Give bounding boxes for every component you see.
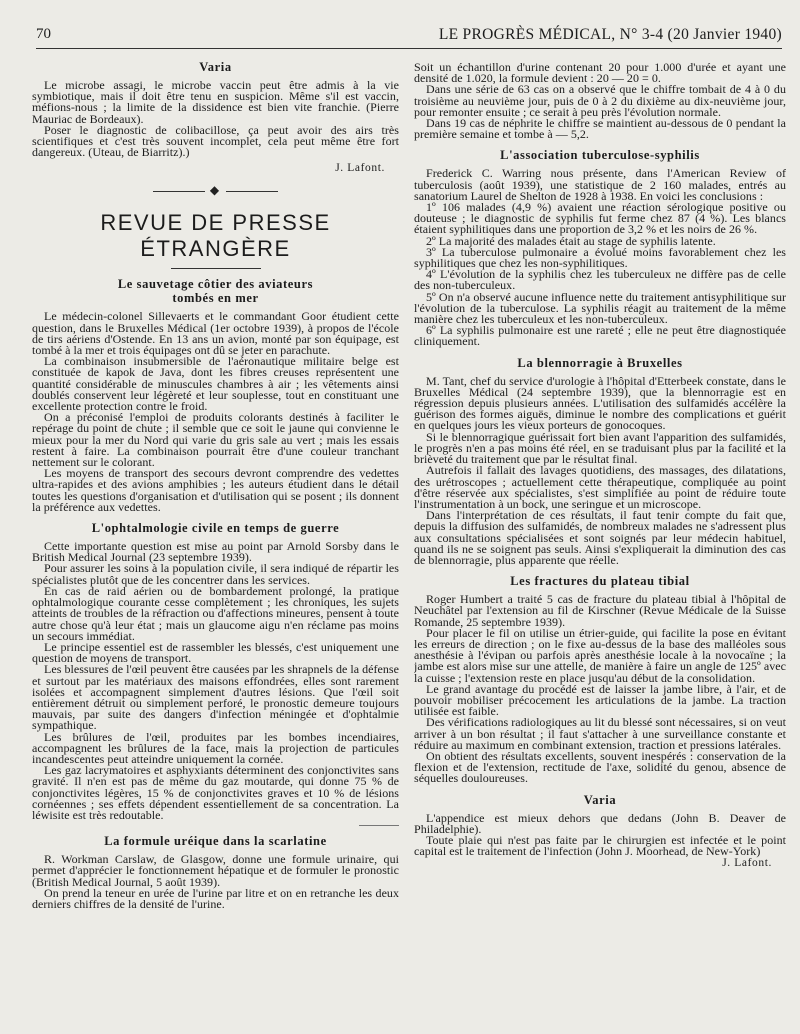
article-paragraph: 1º 106 malades (4,9 %) avaient une réaction sérologique positive ou douteuse ; le diagnostic de syphilis fut ferme chez 87 (4 %). Les blancs étaient syphilitiques dans une proportion de 3,2 % et les noirs de 26 %.	[414, 200, 786, 237]
varia-paragraph: Toute plaie qui n'est pas faite par le chirurgien est infectée et le point capital est le traitement de l'infection (John J. Moorhead, de New-York)	[414, 832, 786, 859]
article-paragraph: 4º L'évolution de la syphilis chez les tuberculeux ne diffère pas de celle des non-tuberculeux.	[414, 267, 786, 293]
article-paragraph: Les brûlures de l'œil, produites par les bombes incendiaires, accompagnent les brûlures de la face, mais la projection de particules incandescentes peut atteindre uniquement la cornée.	[32, 729, 399, 766]
varia-heading: Varia	[583, 792, 617, 807]
varia-signature: J. Lafont.	[722, 857, 772, 870]
article-paragraph: Cette importante question est mise au point par Arnold Sorsby dans le British Medical Journal (23 septembre 1939).	[32, 539, 399, 565]
article-paragraph: M. Tant, chef du service d'urologie à l'hôpital d'Etterbeek constate, dans le Bruxelles Médical (24 septembre 1939), que la blennorragie est en régression depuis plusieurs années. L'utilisation des sulfamidés accélère la guérison des formes aiguës, diminue le nombre des complications et guérit en quelques jours les vieux porteurs de gonocoques.	[414, 373, 786, 433]
article-paragraph: Frederick C. Warring nous présente, dans l'American Review of tuberculosis (août 1939), une statistique de 2 160 malades, entrés au sanatorium Laurel de Shelton de 1928 à 1938. En voici les conclusions :	[414, 166, 786, 203]
page-number: 70	[36, 26, 51, 42]
article-paragraph: Soit un échantillon d'urine contenant 20 pour 1.000 d'urée et ayant une densité de 1.020, la formule devient : 20 — 20 = 0.	[414, 62, 786, 86]
article-paragraph: On prend la teneur en urée de l'urine par litre et on en retranche les deux derniers chiffres de la densité de l'urine.	[32, 885, 399, 911]
article-paragraph: On obtient des résultats excellents, souvent inespérés : conservation de la flexion et de l'extension, rectitude de l'axe, solidité du genou, absence de séquelles douloureuses.	[414, 748, 786, 786]
article-heading: La formule uréique dans la scarlatine	[104, 834, 327, 849]
article-paragraph: Le médecin-colonel Sillevaerts et le commandant Goor étudient cette question, dans le Bruxelles Médical (1er octobre 1939), à propos de l'école de tirs aériens d'Ostende. En 13 ans un avion, monté par son équipage, est tombé à la mer et trois équipages ont dû se jeter en parachute.	[32, 309, 399, 358]
varia-heading: Varia	[199, 60, 232, 74]
article-paragraph: En cas de raid aérien ou de bombardement prolongé, la pratique ophtalmologique courante cesse complètement ; les chroniques, les sujets atteints de troubles de la réfraction ou d'affections mineures, pensent à toute autre chose qu'à leur état ; mais un glaucome aigu n'en réclame pas moins un secours immédiat.	[32, 583, 399, 643]
article-paragraph: Les moyens de transport des secours devront comprendre des vedettes ultra-rapides et des avions amphibies ; les auteurs étudient dans le détail toutes les questions d'organisation et d'utilisation qui se posent ; ils donnent la préférence aux vedettes.	[32, 466, 399, 514]
article-paragraph: On a préconisé l'emploi de produits colorants destinés à faciliter le repérage du point de chute ; il semble que ce soit le jaune qui convienne le mieux pour la mer du Nord qui varie du gris sale au vert ; mais les essais restent à faire. La combinaison pourrait être d'une couleur tranchant nettement sur le colorant.	[32, 410, 399, 470]
right-column	[414, 62, 786, 869]
article-paragraph: Pour assurer les soins à la population civile, il sera indiqué de répartir les spécialistes plutôt que de les concentrer dans les services.	[32, 561, 399, 587]
article-paragraph: Autrefois il fallait des lavages quotidiens, des massages, des dilatations, des urétroscopes ; actuellement cette thérapeutique, compliquée au point d'être réservée aux spécialistes, s'est simplifiée au point de réduire toute l'instrumentation à un bock, une seringue et un microscope.	[414, 463, 786, 511]
varia-signature: J. Lafont.	[335, 162, 385, 175]
article-paragraph: Le grand avantage du procédé est de laisser la jambe libre, à l'air, et de pouvoir mobiliser précocement les articulations de la jambe. La traction utilisée est faible.	[414, 681, 786, 719]
left-column	[32, 60, 399, 910]
article-paragraph: Dans une série de 63 cas on a observé que le chiffre tombait de 4 à 0 du troisième au neuvième jour, puis de 0 à 2 du dixième au dix-neuvième jour, pour remonter ensuite ; ce serait à peu près l'évolution normale.	[414, 82, 786, 119]
varia-paragraph: Poser le diagnostic de colibacillose, ça peut avoir des airs très scientifiques et c'est très souvent incomplet, cela peut même être fort dangereux. (Uteau, de Biarritz).)	[32, 122, 399, 160]
article-paragraph: Les blessures de l'œil peuvent être causées par les shrapnels de la défense et surtout par les matériaux des maisons effondrées, elles sont rarement isolées et accompagnent simplement d'autres lésions. Que l'œil soit entièrement détruit ou simplement perforé, le pronostic demeure toujours mauvais, par suite des dangers d'infection méningée et d'ophtalmie sympathique.	[32, 662, 399, 733]
article-paragraph: R. Workman Carslaw, de Glasgow, donne une formule urinaire, qui permet d'apprécier le fonctionnement hépatique et de formuler le pronostic (British Medical Journal, 5 août 1939).	[32, 852, 399, 889]
journal-title: LE PROGRÈS MÉDICAL, N° 3-4 (20 Janvier 1940)	[438, 26, 782, 43]
article-heading: Le sauvetage côtier des aviateurs	[117, 277, 314, 292]
varia-paragraph: Le microbe assagi, le microbe vaccin peut être admis à la vie symbiotique, mais il doit être tenu en suspicion. Même s'il est vaccin, méfions-nous ; la limite de la dissidence est bien vite franchie. (Pierre Mauriac de Bordeaux).	[32, 78, 399, 126]
article-heading: La blennorragie à Bruxelles	[517, 355, 683, 370]
article-paragraph: La combinaison insubmersible de l'aéronautique militaire belge est constituée de kapok de Java, dont les fibres creuses représentent une quantité considérable de minuscules chambres à air ; les vêtements ainsi doublés conservent leur légèreté et leur souplesse, tout en constituant une excellente protection contre le froid.	[32, 354, 399, 414]
article-paragraph: Si le blennorragique guérissait fort bien avant l'apparition des sulfamidés, le progrès n'en a pas moins été réel, en se traduisant plus par la facilité et la brièveté du traitement que par le résultat final.	[414, 429, 786, 467]
article-paragraph: 5º On n'a observé aucune influence nette du traitement antisyphilitique sur l'évolution de la tuberculose. La syphilis réagit au traitement de la même manière chez les tuberculeux et les non-tuberculeux.	[414, 289, 786, 327]
article-heading: L'association tuberculose-syphilis	[500, 148, 700, 163]
ornament-divider: ◆	[32, 184, 399, 196]
article-heading: L'ophtalmologie civile en temps de guerre	[91, 521, 340, 536]
article-paragraph: Pour placer le fil on utilise un étrier-guide, qui facilite la pose en évitant les erreurs de direction ; on le fixe au-dessus de la base des malléoles sous anesthésie à l'évipan ou parfois après anesthésie locale à la novocaïne ; la jambe est alors mise sur une attelle, de manière à faire un angle de 125º avec la cuisse ; l'extension reste en place jusqu'au début de la consolidation.	[414, 625, 786, 685]
article-paragraph: 6º La syphilis pulmonaire est une rareté ; elle ne peut être diagnostiquée cliniquement.	[414, 323, 786, 349]
article-heading: Les fractures du plateau tibial	[510, 574, 690, 589]
article-paragraph: Le principe essentiel est de rassembler les blessés, c'est uniquement une question de moyens de transport.	[32, 639, 399, 666]
article-paragraph: 3º La tuberculose pulmonaire a évolué moins favorablement chez les syphilitiques que chez les non-syphilitiques.	[414, 244, 786, 271]
article-paragraph: Des vérifications radiologiques au lit du blessé sont nécessaires, si on veut arriver à un bon résultat ; il faut s'attacher à une surveillance constante et réduire au maximum en combinant extension, traction et pressions latérales.	[414, 715, 786, 752]
article-paragraph: Dans 19 cas de néphrite le chiffre se maintient au-dessous de 0 pendant la première semaine et tombe à — 5,2.	[414, 116, 786, 142]
page-header	[36, 26, 782, 49]
article-paragraph: Roger Humbert a traité 5 cas de fracture du plateau tibial à l'hôpital de Neuchâtel par l'extension au fil de Kirschner (Revue Médicale de la Suisse Romande, 25 septembre 1939).	[414, 592, 786, 629]
article-paragraph: 2º La majorité des malades était au stage de syphilis latente.	[426, 233, 716, 248]
article-paragraph: Dans l'interprétation de ces résultats, il faut tenir compte du fait que, depuis la diffusion des sulfamidés, de nombreux malades ne s'adressent plus aux consultations spécialisées et sont soignés par leur médecin habituel, quand ils ne se soignent pas seuls. Ainsi s'expliquerait la diminution des cas de blennorragie, plus apparente que réelle.	[414, 508, 786, 567]
section-title: REVUE DE PRESSE ÉTRANGÈRE	[100, 210, 331, 262]
article-heading: tombés en mer	[172, 291, 259, 306]
varia-paragraph: L'appendice est mieux dehors que dedans (John B. Deaver de Philadelphie).	[414, 810, 786, 836]
article-paragraph: Les gaz lacrymatoires et asphyxiants déterminent des conjonctivites sans gravité. Il n'en est pas de même du gaz moutarde, qui donne 75 % de conjonctivites légères, 15 % de conjonctivites graves et 10 % de lésions cornéennes ; ses effets dépendent essentiellement de sa concentration. La léwisite est très redoutable.	[32, 763, 399, 822]
